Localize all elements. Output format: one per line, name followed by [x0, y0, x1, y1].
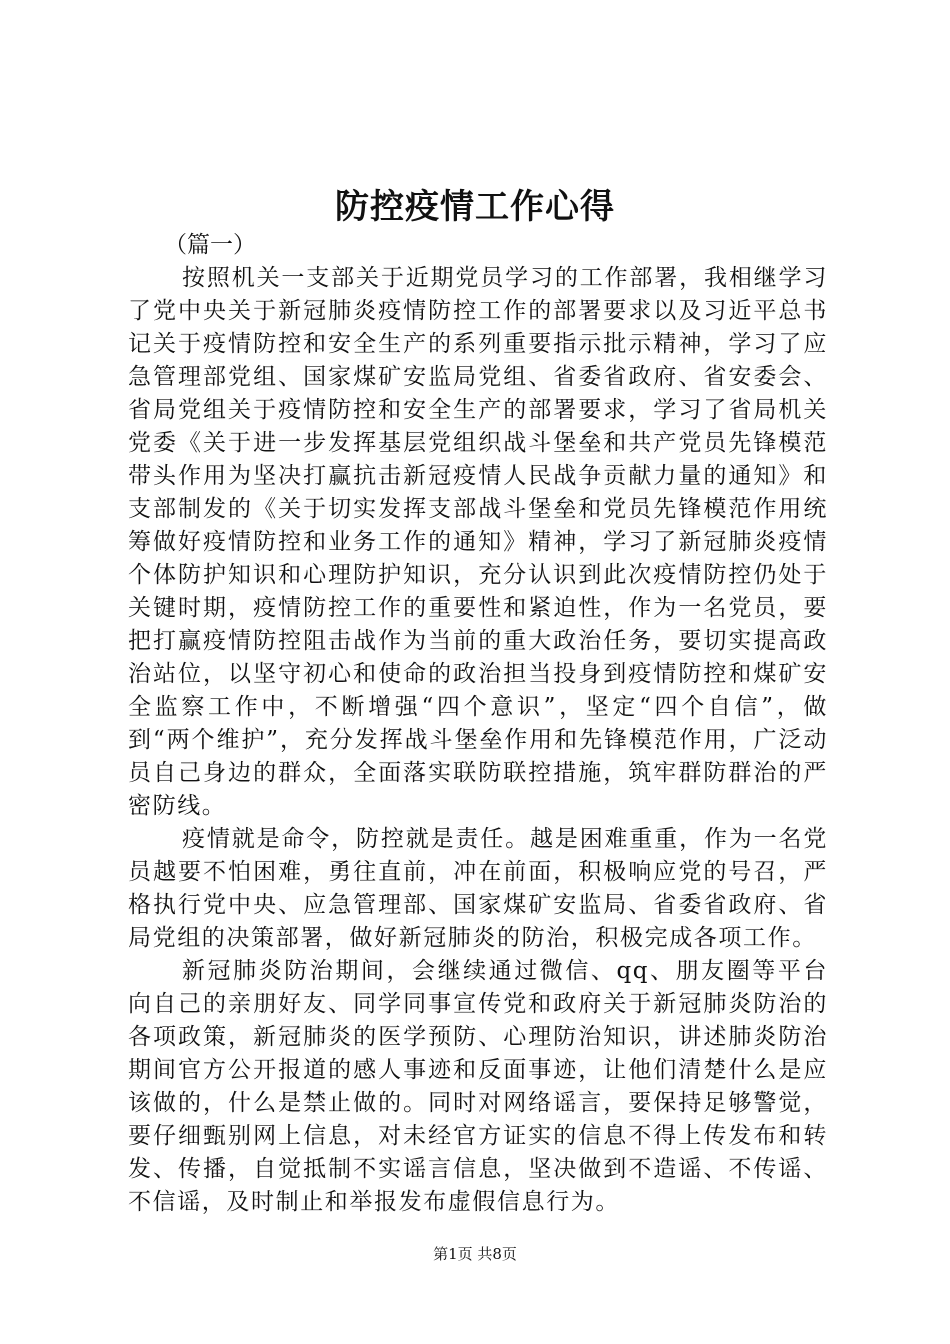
body-paragraph-3: 新冠肺炎防治期间，会继续通过微信、qq、朋友圈等平台向自己的亲朋好友、同学同事宣传党和政府关于新冠肺炎防治的各项政策，新冠肺炎的医学预防、心理防治知识，讲述肺炎防治期间官方公开报道的感人事迹和反面事迹，让他们清楚什么是应该做的，什么是禁止做的。同时对网络谣言，要保持足够警觉，要仔细甄别网上信息，对未经官方证实的信息不得上传发布和转发、传播，自觉抵制不实谣言信息，坚决做到不造谣、不传谣、不信谣，及时制止和举报发布虚假信息行为。 [128, 958, 828, 1215]
document-title: 防控疫情工作心得 [335, 187, 615, 227]
body-paragraph-2: 疫情就是命令，防控就是责任。越是困难重重，作为一名党员越要不怕困难，勇往直前，冲在前面，积极响应党的号召，严格执行党中央、应急管理部、国家煤矿安监局、省委省政府、省局党组的决策部署，做好新冠肺炎的防治，积极完成各项工作。 [128, 826, 828, 951]
page-footer: 第1页 共8页 [433, 1245, 517, 1263]
section-label: （篇一） [164, 232, 256, 258]
body-paragraph-1: 按照机关一支部关于近期党员学习的工作部署，我相继学习了党中央关于新冠肺炎疫情防控工作的部署要求以及习近平总书记关于疫情防控和安全生产的系列重要指示批示精神，学习了应急管理部党组、国家煤矿安监局党组、省委省政府、省安委会、省局党组关于疫情防控和安全生产的部署要求，学习了省局机关党委《关于进一步发挥基层党组织战斗堡垒和共产党员先锋模范带头作用为坚决打赢抗击新冠疫情人民战争贡献力量的通知》和支部制发的《关于切实发挥支部战斗堡垒和党员先锋模范作用统筹做好疫情防控和业务工作的通知》精神，学习了新冠肺炎疫情个体防护知识和心理防护知识，充分认识到此次疫情防控仍处于关键时期，疫情防控工作的重要性和紧迫性，作为一名党员，要把打赢疫情防控阻击战作为当前的重大政治任务，要切实提高政治站位，以坚守初心和使命的政治担当投身到疫情防控和煤矿安全监察工作中，不断增强“四个意识”，坚定“四个自信”，做到“两个维护”，充分发挥战斗堡垒作用和先锋模范作用，广泛动员自己身边的群众，全面落实联防联控措施，筑牢群防群治的严密防线。 [128, 265, 828, 819]
document-body [128, 229, 828, 1219]
